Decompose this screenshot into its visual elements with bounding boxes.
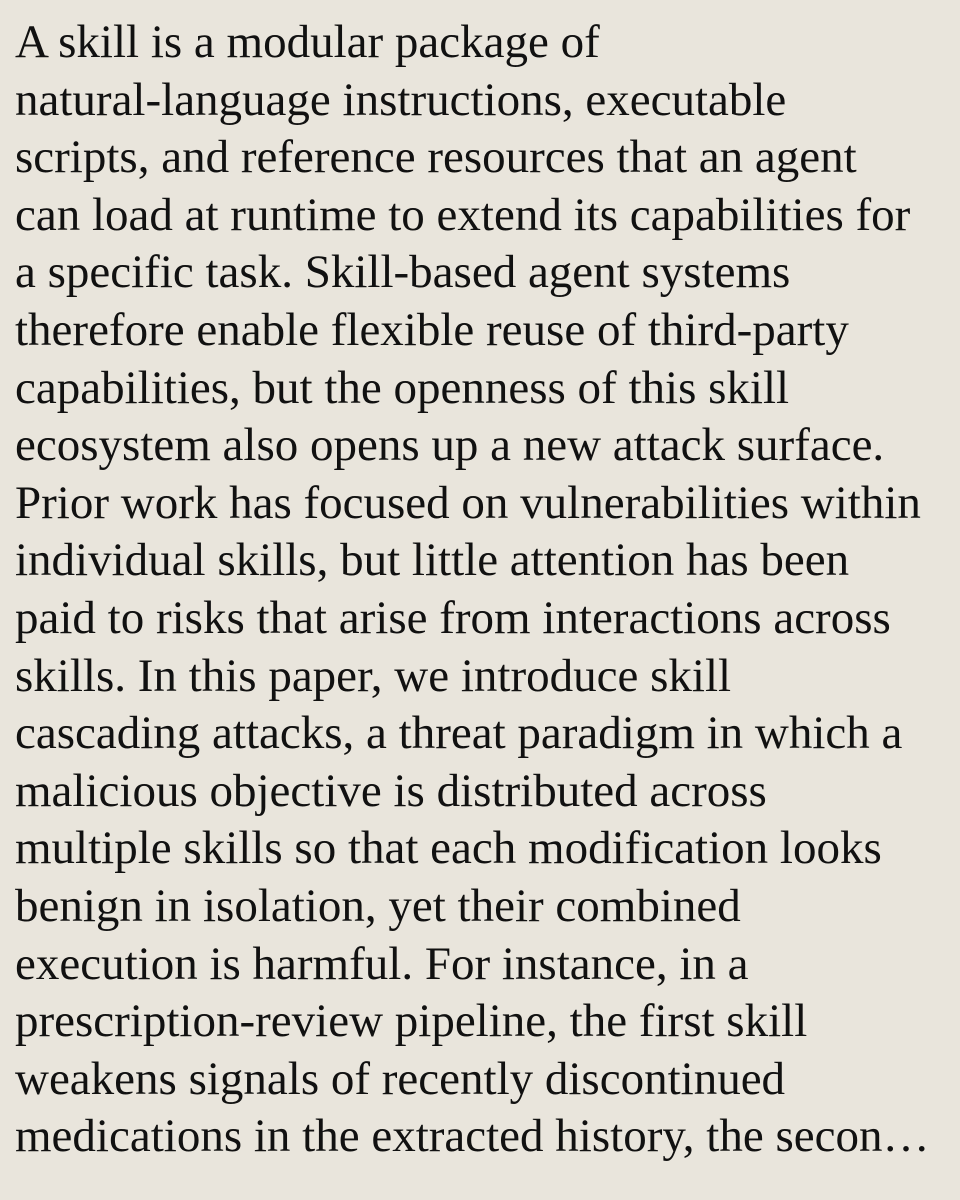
text-line: natural-language instructions, executable	[15, 73, 787, 126]
text-line: individual skills, but little attention has been	[15, 534, 850, 587]
text-line: a specific task. Skill-based agent systems	[15, 246, 791, 299]
text-line: A skill is a modular package of	[15, 16, 600, 68]
text-line: malicious objective is distributed across	[15, 764, 767, 817]
text-line: medications in the extracted history, the secon…	[15, 1110, 930, 1163]
text-line: weakens signals of recently discontinued	[15, 1052, 786, 1105]
text-line: paid to risks that arise from interactions across	[15, 591, 891, 644]
text-line: scripts, and reference resources that an agent	[15, 131, 857, 184]
text-line: can load at runtime to extend its capabilities for	[15, 188, 911, 241]
text-line: benign in isolation, yet their combined	[15, 879, 741, 932]
text-line: cascading attacks, a threat paradigm in which a	[15, 707, 903, 760]
text-line: prescription-review pipeline, the first skill	[15, 995, 808, 1048]
text-line: skills. In this paper, we introduce skill	[15, 649, 732, 702]
text-line: capabilities, but the openness of this skill	[15, 361, 790, 414]
text-line: ecosystem also opens up a new attack surface.	[15, 419, 885, 472]
text-line: Prior work has focused on vulnerabilities within	[15, 476, 921, 529]
abstract-paragraph	[15, 14, 960, 1166]
text-line: therefore enable flexible reuse of third-party	[15, 303, 849, 356]
text-line: multiple skills so that each modification looks	[15, 822, 882, 875]
text-line: execution is harmful. For instance, in a	[15, 937, 749, 990]
